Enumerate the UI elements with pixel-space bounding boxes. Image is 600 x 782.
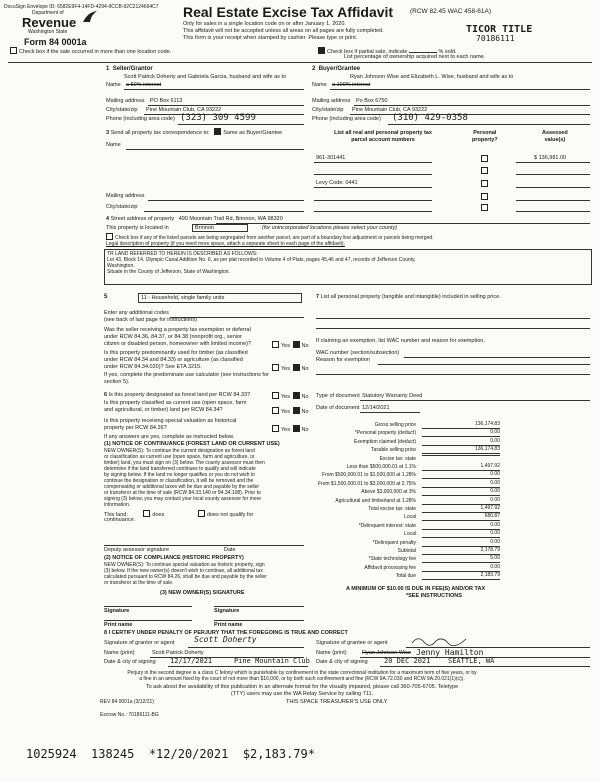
fee-row (316, 488, 500, 496)
seller-name-label: Name (106, 82, 121, 88)
owner-sig-label-2: Signature (214, 608, 240, 614)
correspondence-num: 3 (106, 130, 110, 136)
s6-q2-yesno (272, 425, 309, 434)
personal-heading (472, 130, 498, 143)
state-name: Washington State (28, 29, 68, 35)
hist-line-1: NEW OWNER(S): To continue special valuation as historic property, sign (104, 562, 265, 568)
s5-q2c: under RCW 84.34.020)? See ETA 3215. (104, 364, 202, 370)
does-label: does (152, 512, 165, 518)
fee-label: Subtotal (397, 548, 416, 554)
does-checkbox[interactable] (143, 510, 150, 517)
seller-heading (106, 66, 153, 73)
legal-line-1: TR LAND REFERRED TO HEREIN IS DESCRIBED AS FOLLOWS: (107, 251, 258, 257)
doc-date[interactable]: 12/14/2021 (362, 405, 390, 411)
fee-row (316, 522, 500, 530)
multi-location-check[interactable] (10, 47, 171, 56)
alternate-format-2: (TTY) users may use the WA Relay Service by calling 711. (230, 691, 374, 697)
grantor-name[interactable]: Scott Patrick Doherty (152, 650, 204, 656)
segregated-check[interactable] (106, 233, 434, 241)
s5-q2-yesno (272, 364, 309, 373)
s5-q1-no-box[interactable] (293, 341, 300, 348)
seller-heading-label: Seller/Grantor (112, 66, 153, 72)
fee-value[interactable]: 0.00 (422, 429, 500, 437)
personal-checkbox-5[interactable] (481, 204, 488, 211)
grantor-city[interactable]: Pine Mountain Club (234, 657, 310, 665)
segregated-label: Check box if any of the listed parcels are being segregated from another parcel, are part of a boundary line adjustment or parcels being merged. (115, 235, 434, 241)
fee-value[interactable] (422, 455, 500, 456)
ticor-stamp: TICOR TITLE (466, 24, 533, 35)
grantor-signature[interactable]: Scott Doherty (194, 635, 257, 644)
s6-q1a-no-box[interactable] (293, 392, 300, 399)
located-label: This property is located in (106, 225, 169, 231)
same-as-buyer-checkbox[interactable] (214, 128, 221, 135)
fee-label: *Delinquent interest: state (358, 522, 416, 529)
assessed-heading-1: Assessed (542, 130, 568, 136)
partial-sale-checkbox[interactable] (318, 47, 325, 54)
s6-q1b-yesno (272, 407, 309, 416)
fee-row (316, 555, 500, 563)
s5-q2a: Is this property predominantly used for timber (as classified (104, 350, 248, 356)
instruction-2: This affidavit will not be accepted unless all areas on all pages are fully completed. (183, 28, 384, 34)
buyer-name-label: Name (312, 82, 327, 88)
located-select[interactable]: Brinnon (192, 224, 248, 232)
correspondence-label: Send all property tax correspondence to: (110, 130, 210, 136)
fee-row (316, 564, 500, 572)
rev-number: REV 84 0001a (3/12/21) (100, 699, 154, 705)
additional-codes-label: Enter any additional codes (104, 310, 169, 316)
fee-label: Above $3,000,000 at 3% (361, 489, 416, 496)
seller-city[interactable]: Pine Mountain Club, CA 93222 (146, 107, 222, 113)
yes-label: Yes (281, 427, 290, 433)
dept-line: Department of (32, 10, 64, 16)
parcels-heading-1: List all real and personal property tax (334, 130, 432, 136)
fee-row (316, 547, 500, 555)
seller-name-strike: a 50% interest (126, 82, 162, 88)
partial-pct-field[interactable] (409, 52, 437, 53)
form-title: Real Estate Excise Tax Affidavit (183, 4, 394, 20)
fee-label: Gross selling price (374, 422, 416, 428)
buyer-mailing[interactable]: Po Box 6750 (356, 98, 388, 104)
s5-q1-yes-box[interactable] (272, 341, 279, 348)
assessed-value[interactable]: $ 136,981.00 (534, 155, 567, 161)
s6-q1c: and agricultural, or timber) land per RCW 84.34? (104, 407, 223, 413)
s5-q1b: under RCW 84.36, 84.37, or 84.38 (nonprofit org., senior (104, 334, 242, 340)
fee-label: Exemption claimed (deduct) (354, 438, 416, 445)
s5-q3a: If yes, complete the predominate use calculator (see instructions for (104, 372, 269, 378)
buyer-city-label: City/state/zip (312, 107, 344, 113)
grantor-date[interactable]: 12/17/2021 (170, 657, 213, 665)
s6-num: 6 (104, 392, 108, 398)
s8-num: 8 (104, 630, 108, 636)
cont-line-5: by signing below. If the land no longer qualifies or you do not wish to (104, 472, 255, 478)
personal-checkbox-2[interactable] (481, 167, 488, 174)
personal-heading-2: property? (472, 136, 498, 143)
grantee-name-label: Name (print) (316, 650, 347, 656)
hist-line-2: (3) below. If the new owner(s) doesn't wish to continue, all additional tax (104, 568, 263, 574)
no-label: No (301, 409, 309, 415)
fee-value[interactable]: 0.00 (422, 480, 500, 488)
fee-row (316, 513, 500, 521)
fee-row (316, 438, 500, 446)
buyer-name-strike: a 100% interest (332, 82, 371, 88)
no-label: No (301, 394, 309, 400)
fee-value[interactable]: 0.00 (422, 497, 500, 505)
fee-label: Agricultural and timberland at 1.28% (335, 497, 416, 504)
buyer-names: Ryan Johnson Wise and Elizabeth L. Wise, husband and wife as to (350, 74, 514, 80)
s6-q1b: Is this property classified as current use (open space, farm (104, 400, 247, 406)
cont-line-1: NEW OWNER(S): To continue the current designation as forest land (104, 448, 255, 454)
fee-label: Taxable selling price (370, 447, 416, 454)
street-label: Street address of property (110, 216, 175, 222)
see-back-note: (see back of last page for instructions) (104, 317, 197, 323)
s6-q1a-yesno (272, 392, 309, 401)
fee-row (316, 455, 500, 463)
fee-value[interactable]: 2,183.79 (422, 572, 500, 580)
hist-line-3: calculated pursuant to RCW 84.26, shall be due and payable by the seller (104, 574, 267, 580)
grantee-sig-label: Signature of grantee or agent (316, 640, 388, 646)
cont-line-7: compensating or additional taxes will be due and payable by the seller (104, 484, 260, 490)
fee-row (316, 480, 500, 488)
doc-type[interactable]: Statutory Warranty Deed (362, 393, 423, 399)
personal-checkbox-3[interactable] (481, 180, 488, 187)
perjury-2: a fine in an amount fixed by the court of not more than $10,000, or by both such confinement and fine (RCW 9A.72.030 and RCW 9A.20.021(1)(c)). (139, 676, 465, 682)
grantor-name-label: Name (print) (104, 650, 135, 656)
wac-reference: (RCW 82.45 WAC 458-61A) (410, 8, 492, 15)
fee-value[interactable]: 680.87 (422, 513, 500, 521)
seller-mailing-label: Mailing address (106, 98, 145, 104)
fee-value[interactable]: 1,497.92 (422, 463, 500, 471)
grantee-date[interactable]: 20 DEC 2021 (384, 657, 431, 665)
assessed-heading (542, 130, 568, 143)
fee-label: Total due (395, 573, 416, 580)
fee-label: *Personal property (deduct) (354, 430, 416, 437)
doc-date-label: Date of document (316, 405, 360, 411)
s6-q1b-no-box[interactable] (293, 407, 300, 414)
fee-label: From $500,000.01 to $1,500,000 at 1.28% (322, 472, 416, 479)
fee-row (316, 539, 500, 547)
does-not-checkbox[interactable] (198, 510, 205, 517)
fee-label: Local (404, 531, 416, 538)
dept-name: Revenue (22, 15, 77, 30)
fee-value[interactable]: 1,497.92 (422, 505, 500, 513)
escrow-number: Escrow No.: 70186111-BG (100, 712, 159, 718)
multi-location-checkbox[interactable] (10, 47, 17, 54)
hist-line-4: or transferor at the time of sale. (104, 580, 174, 586)
cont-line-6: continue the designation or classification, it will be removed and the (104, 478, 254, 484)
corr-mailing-label: Mailing address (106, 193, 145, 199)
revenue-swoosh-icon (82, 10, 98, 24)
yes-label: Yes (281, 366, 290, 372)
minimum-line-1: A MINIMUM OF $10.00 IS DUE IN FEE(S) AND/OR TAX (346, 586, 486, 592)
alternate-format-1: To ask about the availability of this publication in an alternate format for the visually impaired, please call 360-705-6705. Teletype (145, 684, 459, 690)
partial-pct-label: % sold. (438, 49, 457, 55)
fee-row (316, 572, 500, 580)
owner-print-label-2: Print name (214, 622, 243, 628)
s5-q1a: Was the seller receiving a property tax exemption or deferral (104, 327, 251, 333)
corr-city-label: City/state/zip (106, 204, 138, 210)
fee-row (316, 421, 500, 429)
fee-label: Less than $500,000.01 at 1.1% (346, 464, 416, 470)
fee-label: Affidavit processing fee (364, 564, 416, 571)
s6-q1b-yes-box[interactable] (272, 407, 279, 414)
personal-checkbox-1[interactable] (481, 155, 488, 162)
seller-num: 1 (106, 66, 110, 72)
yes-label: Yes (281, 409, 290, 415)
s5-q2-no-box[interactable] (293, 364, 300, 371)
buyer-heading (312, 66, 360, 73)
cont-line-2: or classification as current use (open space, farm and agriculture, or (104, 454, 255, 460)
grantee-name-strike: Ryan Johnson Wise (362, 650, 411, 656)
no-label: No (301, 343, 309, 349)
correspondence-line (106, 128, 282, 137)
yes-label: Yes (281, 343, 290, 349)
s5-q1-yesno (272, 341, 309, 350)
reason-label: Reason for exemption (316, 357, 370, 363)
grantor-sig-label: Signature of grantor or agent (104, 640, 175, 646)
s7-num: 7 (316, 294, 320, 300)
fee-row (316, 463, 500, 471)
personal-heading-1: Personal (473, 130, 497, 136)
ownership-note: List percentage of ownership acquired next to each name. (344, 54, 486, 60)
cont-line-10: information. (104, 502, 131, 508)
instruction-1: Only for sales in a single location code on or after January 1, 2020. (183, 21, 346, 27)
same-as-buyer-label: Same as Buyer/Grantee (223, 130, 283, 136)
no-label: No (301, 366, 309, 372)
seller-mailing[interactable]: PO Box 6113 (150, 98, 183, 104)
this-land-label: This land: (104, 512, 128, 518)
fee-value[interactable]: 5.00 (422, 555, 500, 563)
new-owner-sig-heading: (3) NEW OWNER(S) SIGNATURE (160, 590, 245, 596)
legal-label: Legal description of property (if you need more space, attach a separate sheet to each page of the affidavit). (106, 241, 345, 247)
fee-value[interactable]: 0.00 (422, 539, 500, 547)
seller-names: Scott Patrick Doherty and Gabriela Garcia, husband and wife as to (124, 74, 287, 80)
seller-phone-label: Phone (including area code) (106, 116, 175, 122)
owner-print-label-1: Print name (104, 622, 133, 628)
s6-q2a: Is this property receiving special valuation as historical (104, 418, 237, 424)
treasurer-use: THIS SPACE TREASURER'S USE ONLY (286, 699, 388, 705)
cont-line-9: signing (3) below, you may contact your local county assessor for more (104, 496, 262, 502)
grantee-signature-icon[interactable] (410, 633, 470, 647)
docusign-envelope-id: DocuSign Envelope ID: 6582E9F4-14FD-4294-9CCB-92C2124664C7 (4, 4, 159, 10)
buyer-phone[interactable]: (310) 429-0358 (392, 113, 468, 123)
s5-q2-yes-box[interactable] (272, 364, 279, 371)
owner-sig-label-1: Signature (104, 608, 130, 614)
s6-q1a (104, 392, 250, 399)
s5-q3b: section 5). (104, 379, 130, 385)
continuance-text (104, 448, 314, 508)
fee-value[interactable]: 0.00 (422, 488, 500, 496)
fee-row (316, 497, 500, 505)
buyer-heading-label: Buyer/Grantee (318, 66, 361, 72)
fee-label: Local (404, 514, 416, 521)
s6-note: If any answers are yes, complete as instructed below. (104, 434, 235, 440)
deputy-label: Deputy assessor signature (104, 547, 170, 553)
no-label: No (301, 427, 309, 433)
fee-label: Total excise tax: state (368, 506, 416, 512)
continuance-label: continuance. (104, 517, 136, 523)
s6-q2-no-box[interactable] (293, 425, 300, 432)
instruction-3: This form is your receipt when stamped by cashier. Please type or print. (183, 35, 358, 41)
cont-line-4: determine if the land transferred continues to qualify and will indicate (104, 466, 256, 472)
fee-value[interactable]: 0.00 (422, 471, 500, 479)
ticor-number: 70186111 (476, 34, 515, 43)
parcel-number[interactable]: 961-301441 (316, 155, 346, 161)
s7-label: List all personal property (tangible and intangible) included in selling price. (320, 294, 501, 300)
minimum-line-2: *SEE INSTRUCTIONS (406, 593, 462, 599)
fee-value[interactable]: 2,178.79 (422, 547, 500, 555)
s5-q1c: citizen or disabled person, homeowner with limited income)? (104, 341, 252, 347)
legal-line-3: Washington. (107, 263, 135, 269)
grantee-city[interactable]: SEATTLE, WA (448, 657, 495, 665)
fee-label: *State technology fee (368, 556, 416, 563)
fee-label: *Delinquent penalty (372, 539, 416, 546)
yes-label: Yes (281, 394, 290, 400)
fee-row (316, 446, 500, 454)
historic-text (104, 562, 314, 586)
s5-q2b: under RCW 84.34 and 84.33) or agriculture (as classified (104, 357, 243, 363)
s6-q2b: property per RCW 84.26? (104, 425, 167, 431)
personal-checkbox-4[interactable] (481, 193, 488, 200)
parcels-heading (318, 130, 448, 143)
s6-q1a-text: Is this property designated as forest land per RCW 84.33? (108, 392, 251, 398)
fee-value[interactable]: 0.00 (422, 564, 500, 572)
fee-value[interactable]: 0.00 (422, 530, 500, 538)
cont-line-8: or transferor at the time of sale (RCW 84.33.140 or 84.34.108). Prior to (104, 490, 261, 496)
fee-value[interactable]: 136,174.83 (422, 421, 500, 429)
grantor-date-label: Date & city of signing (104, 659, 156, 665)
buyer-num: 2 (312, 66, 316, 72)
parcels-heading-2: parcel account numbers (351, 136, 415, 143)
fee-label: Excise tax: state (379, 455, 416, 462)
street-num: 4 (106, 216, 110, 222)
certify-text: I CERTIFY UNDER PENALTY OF PERJURY THAT THE FOREGOING IS TRUE AND CORRECT (108, 630, 348, 636)
legal-line-4: Situate in the County of Jefferson, State of Washington. (107, 269, 230, 275)
multi-location-label: Check box if the sale occurred in more than one location code. (19, 49, 172, 55)
cont-line-3: timber) land, you must sign on (3) below. The county assessor must then (104, 460, 265, 466)
claiming-label: If claiming an exemption, list WAC number and reason for exemption. (316, 338, 485, 344)
fee-row (316, 429, 500, 437)
assessed-heading-2: value(s) (544, 136, 566, 143)
fee-value[interactable]: 0.00 (422, 438, 500, 446)
continuance-heading: (1) NOTICE OF CONTINUANCE (FOREST LAND OR CURRENT USE) (104, 441, 280, 447)
does-not-label: does not qualify for (206, 512, 254, 518)
partial-sale-label: Check box if partial sale, indicate (327, 49, 408, 55)
legal-description-box[interactable] (104, 249, 592, 285)
segregated-checkbox[interactable] (106, 233, 113, 240)
buyer-phone-label: Phone (including area code) (312, 116, 381, 122)
use-code-select[interactable]: 11 - Household, single family units (138, 293, 302, 303)
s7-text (316, 294, 576, 301)
buyer-mailing-label: Mailing address (312, 98, 351, 104)
fee-row (316, 471, 500, 479)
s6-q1a-yes-box[interactable] (272, 392, 279, 399)
form-number: Form 84 0001a (24, 37, 87, 47)
buyer-city[interactable]: Pine Mountain Club, CA 93222 (352, 107, 428, 113)
located-note: (for unincorporated locations please select your county) (262, 225, 398, 231)
doc-type-label: Type of document (316, 393, 360, 399)
grantee-date-label: Date & city of signing (316, 659, 368, 665)
historic-heading: (2) NOTICE OF COMPLIANCE (HISTORIC PROPERTY) (104, 555, 244, 561)
levy-code[interactable]: Levy Code: 0441 (316, 180, 358, 186)
corr-name-label: Name (106, 142, 121, 148)
wac-label: WAC number (section/subsection) (316, 350, 400, 356)
street-line (106, 216, 283, 223)
deputy-date-label: Date (224, 547, 236, 553)
seller-phone[interactable]: (323) 309 4599 (180, 113, 256, 123)
section5-num: 5 (104, 294, 108, 300)
fee-value[interactable]: 0.00 (422, 522, 500, 530)
fee-label: From $1,500,000.01 to $3,000,000 at 2.75% (317, 480, 416, 487)
grantee-name[interactable]: Jenny Hamilton (416, 648, 484, 657)
receipt-line: 1025924 138245 *12/20/2021 $2,183.79* (26, 747, 315, 761)
legal-line-2: Lot 43, Block 14, Olympic Canal Addition No. 6, as per plat recorded in Volume 4 of Plats, pages 45,46 and 47, records of Jefferson County, (107, 257, 416, 263)
fee-row (316, 530, 500, 538)
seller-city-label: City/state/zip (106, 107, 138, 113)
fee-value[interactable]: 136,174.83 (422, 446, 500, 454)
s6-q2-yes-box[interactable] (272, 425, 279, 432)
perjury-1: Perjury in the second degree is a class C felony which is punishable by confinement in the state correctional institution for a maximum term of five years, or by (127, 670, 477, 676)
fee-row (316, 505, 500, 513)
street-value[interactable]: 490 Mountain Trail Rd, Brinnon, WA 98320 (178, 216, 283, 222)
